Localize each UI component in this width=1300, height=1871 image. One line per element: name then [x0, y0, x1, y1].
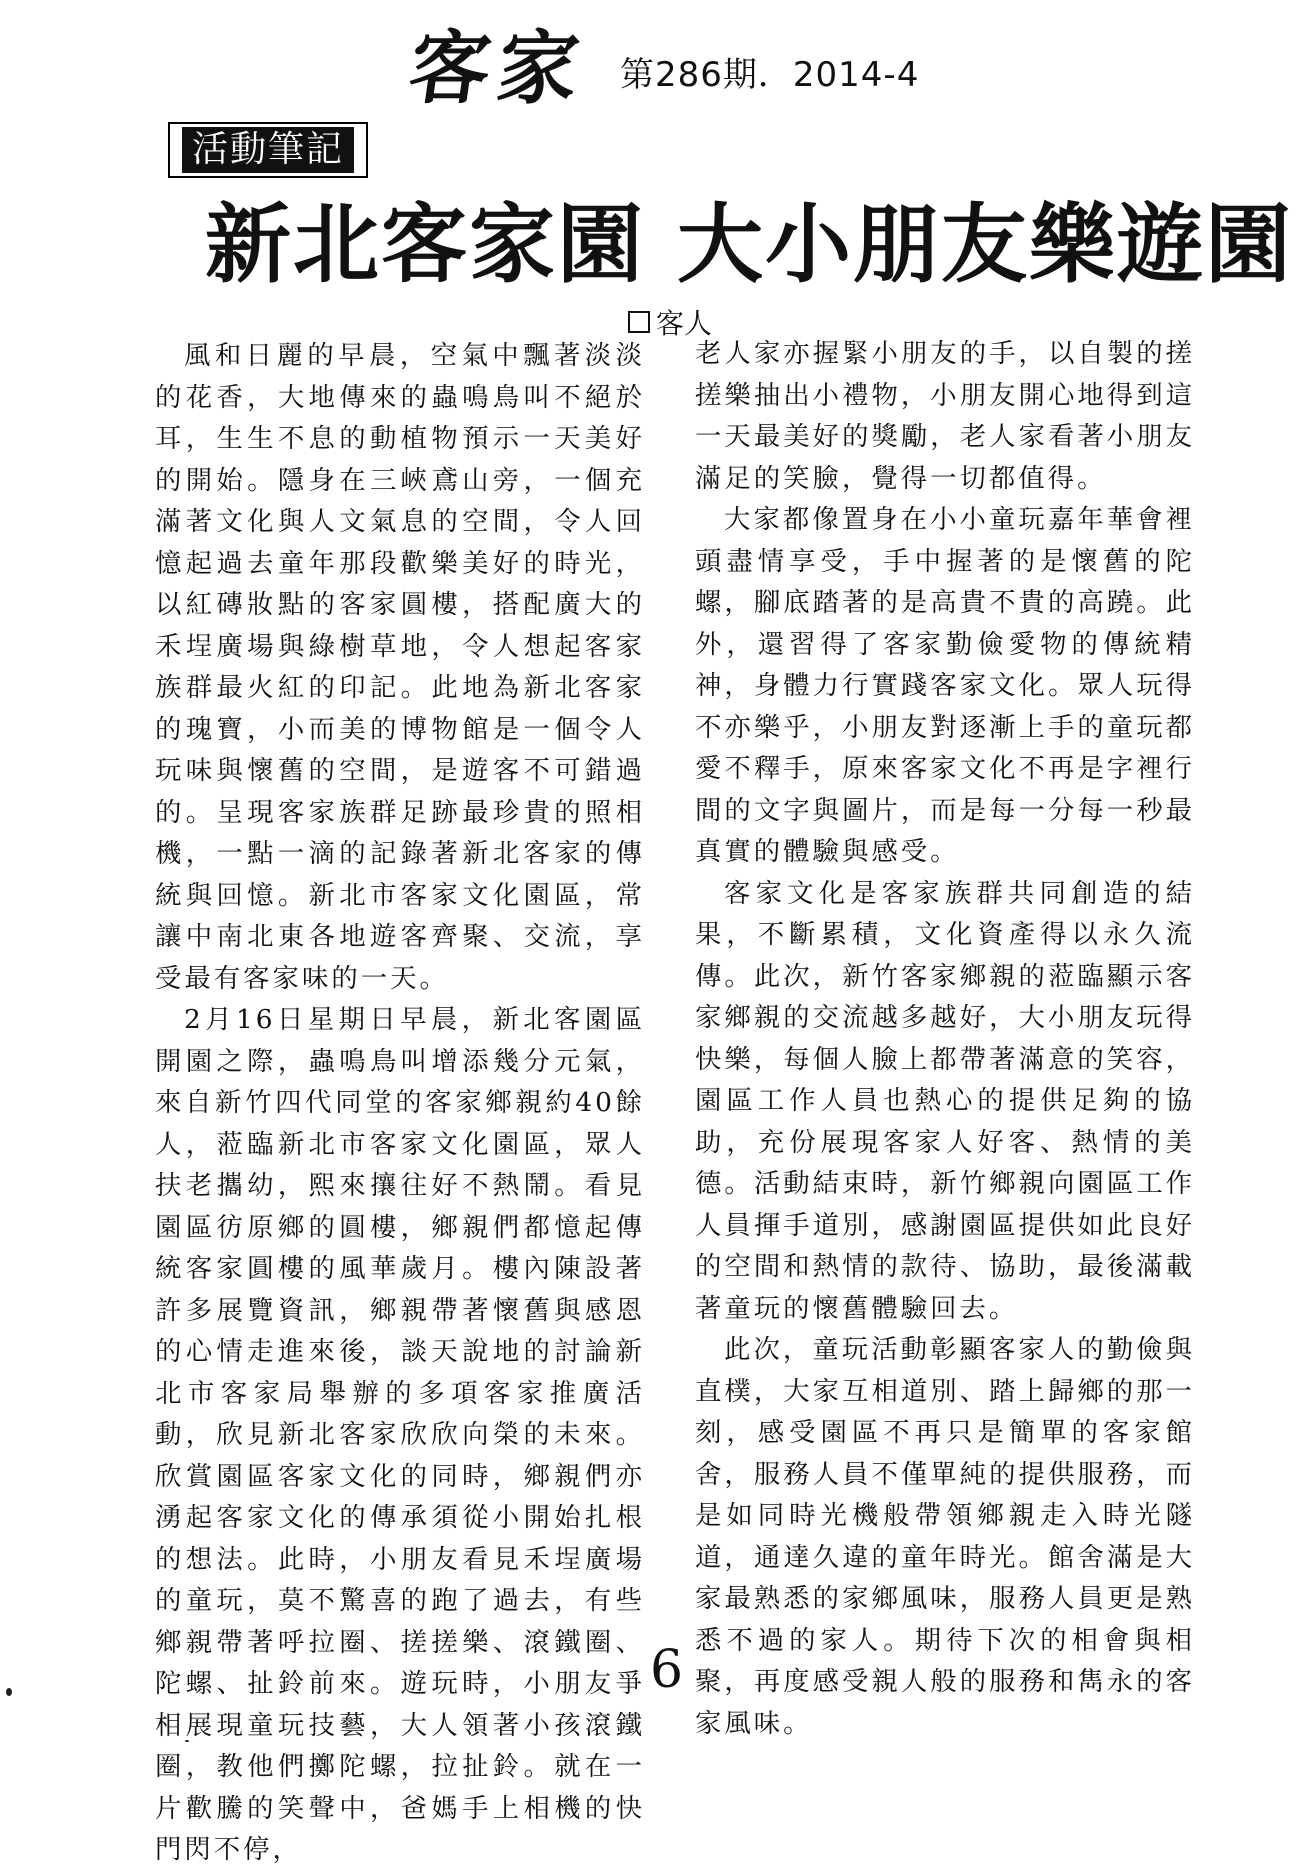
paragraph: 風和日麗的早晨，空氣中飄著淡淡的花香，大地傳來的蟲鳴鳥叫不絕於耳，生生不息的動植物預示一天美好的開始。隱身在三峽鳶山旁，一個充滿著文化與人文氣息的空間，令人回憶起過去童年那段歡樂美好的時光，以紅磚妝點的客家圓樓，搭配廣大的禾埕廣場與綠樹草地，令人想起客家族群最火紅的印記。此地為新北客家的瑰寶，小而美的博物館是一個令人玩味與懷舊的空間，是遊客不可錯過的。呈現客家族群足跡最珍貴的照相機，一點一滴的記錄著新北客家的傳統與回憶。新北市客家文化園區，常讓中南北東各地遊客齊聚、交流，享受最有客家味的一天。 [155, 340, 645, 994]
scan-speck [185, 1740, 189, 1742]
scan-speck [6, 1688, 12, 1696]
paragraph: 大家都像置身在小小童玩嘉年華會裡頭盡情享受，手中握著的是懷舊的陀螺，腳底踏著的是高貴不貴的高蹺。此外，還習得了客家勤儉愛物的傳統精神，身體力行實踐客家文化。眾人玩得不亦樂乎，小朋友對逐漸上手的童玩都愛不釋手，原來客家文化不再是字裡行間的文字與圖片，而是每一分每一秒最真實的體驗與感受。 [695, 504, 1195, 867]
section-tag [168, 122, 368, 178]
issue-info: 第286期．2014-4 [620, 54, 920, 95]
article-headline: 新北客家園 大小朋友樂遊園 [205, 194, 1293, 295]
left-column [155, 335, 645, 1871]
paragraph: 老人家亦握緊小朋友的手，以自製的搓搓樂抽出小禮物，小朋友開心地得到這一天最美好的獎勵，老人家看著小朋友滿足的笑臉，覺得一切都值得。 [695, 338, 1195, 494]
page-number: 6 [650, 1640, 684, 1700]
square-bullet-icon [628, 311, 650, 333]
right-column [695, 333, 1195, 1744]
author-name: 客人 [656, 307, 713, 340]
paragraph: 客家文化是客家族群共同創造的結果，不斷累積，文化資產得以永久流傳。此次，新竹客家鄉親的蒞臨顯示客家鄉親的交流越多越好，大小朋友玩得快樂，每個人臉上都帶著滿意的笑容，園區工作人員也熱心的提供足夠的協助，充份展現客家人好客、熱情的美德。活動結束時，新竹鄉親向園區工作人員揮手道別，感謝園區提供如此良好的空間和熱情的款待、協助，最後滿載著童玩的懷舊體驗回去。 [695, 877, 1195, 1324]
paragraph: 此次，童玩活動彰顯客家人的勤儉與直樸，大家互相道別、踏上歸鄉的那一刻，感受園區不再只是簡單的客家館舍，服務人員不僅單純的提供服務，而是如同時光機般帶領鄉親走入時光隧道，通達久違的童年時光。館舍滿是大家最熟悉的家鄉風味，服務人員更是熟悉不過的家人。期待下次的相會與相聚，再度感受親人般的服務和雋永的客家風味。 [695, 1334, 1195, 1739]
section-tag-label: 活動筆記 [182, 127, 354, 173]
masthead [403, 18, 920, 118]
paragraph: 2月16日星期日早晨，新北客園區開園之際，蟲鳴鳥叫增添幾分元氣，來自新竹四代同堂的客家鄉親約40餘人，蒞臨新北市客家文化園區，眾人扶老攜幼，熙來攘往好不熱鬧。看見園區彷原鄉的圓樓，鄉親們都憶起傳統客家圓樓的風華歲月。樓內陳設著許多展覽資訊，鄉親帶著懷舊與感恩的心情走進來後，談天說地的討論新北市客家局舉辦的多項客家推廣活動，欣見新北客家欣欣向榮的未來。欣賞園區客家文化的同時，鄉親們亦湧起客家文化的傳承須從小開始扎根的想法。此時，小朋友看見禾埕廣場的童玩，莫不驚喜的跑了過去，有些鄉親帶著呼拉圈、搓搓樂、滾鐵圈、陀螺、扯鈴前來。遊玩時，小朋友爭相展現童玩技藝，大人領著小孩滾鐵圈，教他們擲陀螺，拉扯鈴。就在一片歡騰的笑聲中，爸媽手上相機的快門閃不停， [155, 1004, 645, 1865]
magazine-logo: 客家 [403, 21, 593, 115]
